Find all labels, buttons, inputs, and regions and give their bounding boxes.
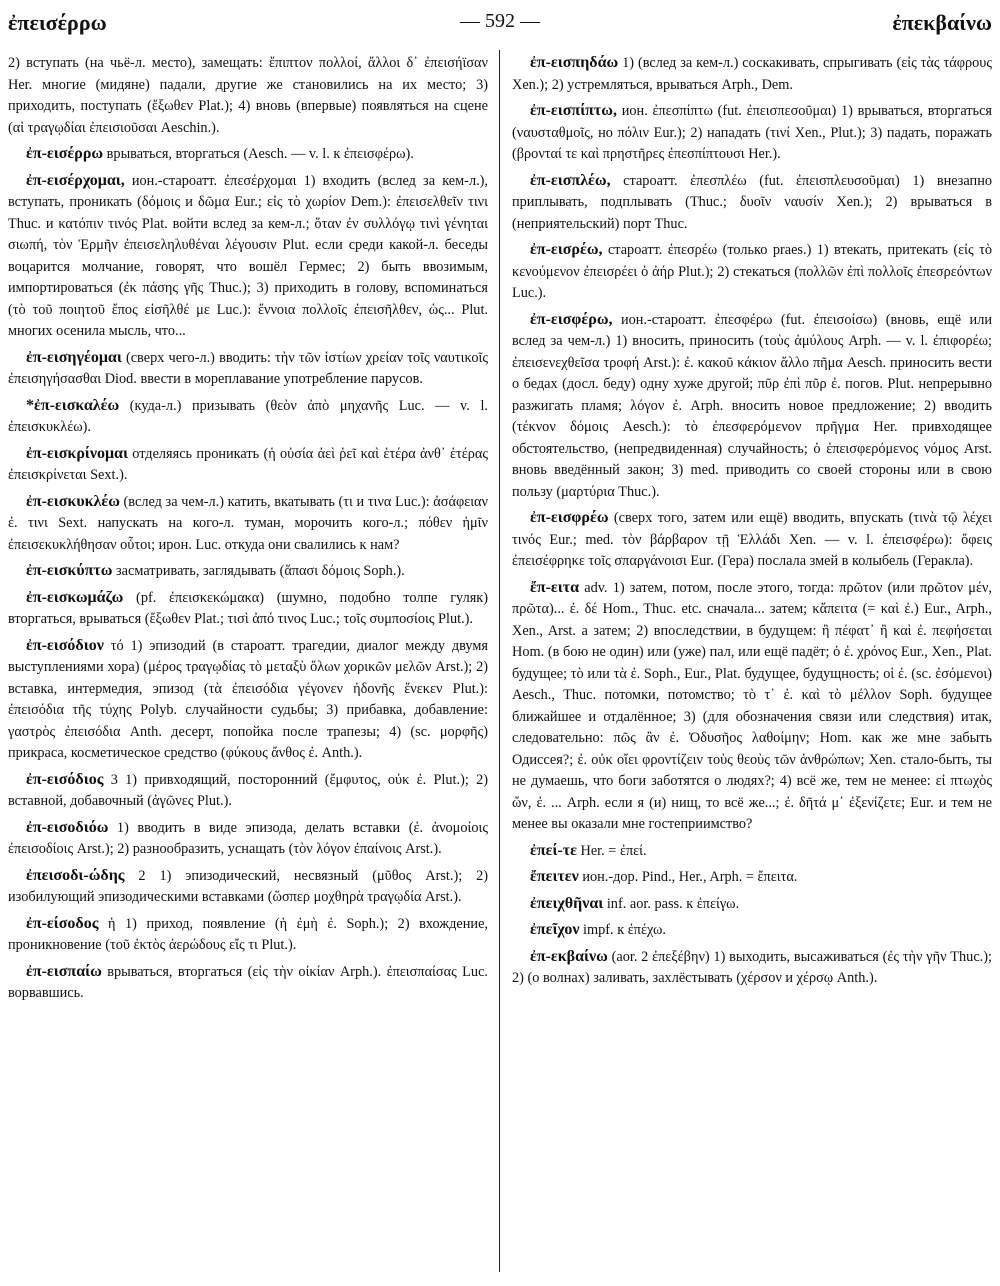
entry-definition: ион.-староатт. ἐπεσφέρω (fut. ἐπεισοίσω) (вновь, ещё или вслед за чем-л.) 1) вносить, приносить (τοὺς ἀμύλους Arph. — v. l. ἐπιφορέω; ἐπεισενεχθεῖσα τροφή Arst.): ἐ. κακοῦ κάκιον ἄλλο πῆμα Aesch. приносить вести о бедах (досл. беду) одну хуже другой; πῦρ ἐπὶ πῦρ ἐ. погов. Plut. непрерывно разжигать пламя; λόγον ἐ. Arph. вносить новое предложение; 2) вводить (τέκνον δόμοις Aesch.): τὸ ἐπεσφερόμενον πρῆγμα Her. привходящее обстоятельство, (непредвиденная) случайность; ὁ ἐπεισφερόμενος νόμος Arst. вновь введённый закон; 3) med. приводить со своей стороны или в свою пользу (μαρτύρια Thuc.). <box>512 311 992 500</box>
entry-lemma: ἐπ-εισοδιόω <box>26 818 109 836</box>
entry-definition: 1) (вслед за кем-л.) соскакивать, спрыгивать (εἰς τὰς τάφρους Xen.); 2) устремляться, врываться Arph., Dem. <box>512 55 992 93</box>
dictionary-entry <box>8 587 488 631</box>
dictionary-entry <box>8 52 488 139</box>
dictionary-entry <box>512 239 992 305</box>
entry-definition: (куда-л.) призывать (θεὸν ἀπὸ μηχανῆς Luc. — v. l. ἐπεισκυκλέω). <box>8 397 488 435</box>
entry-definition: Her. = ἐπεί. <box>576 842 647 859</box>
entry-definition: врываться, вторгаться (Aesch. — v. l. к ἐπεισφέρω). <box>103 146 414 162</box>
entry-lemma: ἐπ-εισόδιος <box>26 770 104 788</box>
dictionary-entry <box>8 491 488 557</box>
dictionary-entry <box>512 170 992 236</box>
entry-lemma: ἐπ-εισκυκλέω <box>26 492 120 510</box>
entry-lemma: ἐπ-εισπίπτω, <box>530 102 617 119</box>
dictionary-entry <box>8 395 488 439</box>
dictionary-entry <box>512 309 992 504</box>
entry-lemma: ἐπ-εκβαίνω <box>530 947 608 965</box>
entry-definition: ион.-староатт. ἐπεσέρχομαι 1) входить (вслед за кем-л.), вступать, проникать (δόμοις и δῶμα Eur.; εἰς τὸ χωρίον Dem.): ἐπεισελθεῖν τινι Thuc. и κατόπιν τινός Plat. войти вслед за кем-л.; ὅταν ἐν συλλόγῳ τινὶ γένηται σιωπή, τὸν Ἑρμῆν ἐπεισεληλυθέναι λέγουσιν Plut. если среди какой-л. беседы воцарится молчание, говорят, что вошёл Гермес; 2) быть ввозимым, импортироваться (ἐκ πάσης γῆς Thuc.); 3) приходить в голову, вспоминаться (τὸ τοῦ ποιητοῦ ἔπος εἰσῆλθέ με Luc.): ἔννοια πολλοῖς ἐπεισῆλθεν, ὡς... Plut. многих осенила мысль, что... <box>8 172 488 339</box>
entry-definition: inf. aor. pass. к ἐπείγω. <box>603 895 740 912</box>
entry-definition: староатт. ἐπεσρέω (только praes.) 1) втекать, притекать (εἰς τὸ κενούμενον ἐπεισρέει ὁ ἀήρ Plut.); 2) стекаться (πολλῶν ἐπὶ πολλοῖς ἐπεσρεόντων Luc.). <box>512 242 992 301</box>
entry-lemma: ἐπ-είσοδος <box>26 914 99 932</box>
entry-lemma: ἐπ-εισέρχομαι, <box>26 171 125 189</box>
entry-lemma: ἐπ-εισκωμάζω <box>26 588 124 606</box>
right-column <box>512 52 992 1272</box>
entry-lemma: ἐπεί-τε <box>530 841 577 859</box>
entry-definition: 3 1) привходящий, посторонний (ἔμφυτος, οὐκ ἐ. Plut.); 2) вставной, добавочный (ἀγῶνες Plut.). <box>8 771 488 809</box>
entry-lemma: ἐπ-εισπλέω, <box>530 171 611 189</box>
entry-lemma: ἐπ-εισέρρω <box>26 145 104 162</box>
dictionary-entry <box>512 577 992 836</box>
entry-lemma: *ἐπ-εισκαλέω <box>26 396 120 414</box>
page-number: — 592 — <box>460 10 540 32</box>
entry-definition: (pf. ἐπεισκεκώμακα) (шумно, подобно толпе гуляк) вторгаться, врываться (ἔξωθεν Plat.; τισὶ ἀπό τινος Luc.; τοῖς συμποσίοις Plut.). <box>8 589 488 627</box>
entry-lemma: ἔπειτεν <box>530 868 579 885</box>
dictionary-entry <box>8 560 488 583</box>
dictionary-entry <box>512 893 992 916</box>
left-running-headword: ἐπεισέρρω <box>8 10 107 35</box>
dictionary-entry <box>8 913 488 957</box>
entry-lemma: ἐπεῖχον <box>530 921 580 938</box>
entry-lemma: ἐπ-εισκρίνομαι <box>26 444 128 462</box>
dictionary-entry <box>8 769 488 813</box>
left-column <box>8 52 488 1272</box>
dictionary-entry <box>512 100 992 166</box>
entry-definition: (aor. 2 ἐπεξέβην) 1) выходить, высаживаться (ἐς τὴν γῆν Thuc.); 2) (о волнах) заливать, захлёстывать (χέρσον и χέρσῳ Anth.). <box>512 948 992 986</box>
entry-definition: (сверх чего-л.) вводить: τὴν τῶν ἱστίων χρείαν τοῖς ναυτικοῖς ἐπεισηγήσασθαι Diod. ввести в мореплавание употребление парусов. <box>8 349 488 387</box>
entry-definition: (сверх того, затем или ещё) вводить, впускать (τινὰ τῷ λέχει τινός Eur.; med. τὸν βάρβαρον τῇ Ἑλλάδι Xen. — v. l. ἐπεισφέρω): ὄφεις ἐπεισέφρηκε τοῖς σπαργάνοισι Eur. (Гера) послала змей в колыбель (Геракла). <box>512 510 992 569</box>
dictionary-entry <box>8 143 488 166</box>
dictionary-entry <box>512 919 992 942</box>
entry-lemma: ἐπ-εισόδιον <box>26 636 104 654</box>
page-header <box>8 10 992 40</box>
entry-lemma: ἐπ-εισφρέω <box>530 509 609 526</box>
entry-lemma: ἐπειχθῆναι <box>530 894 604 912</box>
dictionary-entry <box>8 865 488 909</box>
entry-lemma: ἐπ-εισφέρω, <box>530 310 613 328</box>
entry-definition: 2 1) эпизодический, несвязный (μῦθος Arst.); 2) изобилующий эпизодическими вставками (ὥσπερ μοχθηρὰ τραγῳδία Arst.). <box>8 867 488 905</box>
dictionary-entry <box>8 635 488 765</box>
entry-definition: (вслед за чем-л.) катить, вкатывать (τι и τινα Luc.): ἀσάφειαν ἐ. τινι Sext. напускать на кого-л. туман, морочить кого-л.; πόθεν ἡμῖν ἐπεισεκυκλήθησαν οὗτοι; ирон. Luc. откуда они свалились к нам? <box>8 493 488 553</box>
entry-definition: отделяясь проникать (ἡ οὐσία ἀεὶ ῥεῖ καὶ ἑτέρα ἀνθ᾽ ἑτέρας ἐπεισκρίνεται Sext.). <box>8 445 488 483</box>
entry-lemma: ἐπ-εισρέω, <box>530 241 603 258</box>
entry-definition: врываться, вторгаться (εἰς τὴν οἰκίαν Arph.). ἐπεισπαίσας Luc. ворвавшись. <box>8 963 488 1001</box>
entry-definition: 2) вступать (на чьё-л. место), замещать: ἔπιπτον πολλοί, ἄλλοι δ᾽ ἐπεισήϊσαν Her. многие (мидяне) падали, другие же становились на их место; 3) приходить, поступать (ἔξωθεν Plat.); 4) вновь (впервые) появляться на сцене (αἱ τραγῳδίαι ἐπεισιοῦσαι Aeschin.). <box>8 55 488 136</box>
right-running-headword: ἐπεκβαίνω <box>892 10 992 35</box>
entry-definition: adv. 1) затем, потом, после этого, тогда: πρῶτον (или πρῶτον μέν, πρῶτα)... ἐ. δέ Hom., Thuc. etc. сначала... затем; κἄπειτα (= καὶ ἐ.) Eur., Arph., Xen., Arst. а затем; 2) впоследствии, в будущем: ἢ πέφατ᾽ ἢ καὶ ἐ. πεφήσεται Hom. (в бою не один) или (уже) пал, или ещё падёт; ὁ ἐ. χρόνος Eur., Xen., Plat. будущее; τὸ или τὰ ἐ. Soph., Eur., Plat. будущее, будущность; οἱ ἐ. (sc. ἐσόμενοι) Aesch., Thuc. потомки, потомство; τὸ τ᾽ ἐ. καὶ τὸ μέλλον Soph. будущее ближайшее и отдалённое; 3) (для обозначения связи или следствия) итак, следовательно: πῶς ἂν ἐ. Ὀδυσῆος λαθοίμην; Hom. как же мне забыть Одиссея?; ἐ. οὐκ οἴει φροντίζειν τοὺς θεοὺς τῶν ἀνθρώπων; Xen. стало-быть, ты не думаешь, что боги заботятся о людях?; 4) всё же, тем не менее: εἰ πτωχὸς ὤν, ἐ. ... Arph. если я (и) нищ, то всё же...; ἐ. δῆτά μ᾽ ἐξενίζετε; Eur. и тем не менее вы оказали мне гостеприимство? <box>512 579 992 832</box>
entry-lemma: ἐπ-εισηγέομαι <box>26 348 122 366</box>
dictionary-entry <box>8 347 488 391</box>
entry-definition: староатт. ἐπεσπλέω (fut. ἐπεισπλευσοῦμαι) 1) внезапно приплывать, подплывать (Thuc.; δυοῖν ναυσίν Xen.); 2) врываться в (неприятельский) порт Thuc. <box>512 172 992 232</box>
entry-lemma: ἐπ-εισκύπτω <box>26 562 113 579</box>
entry-definition: impf. к ἐπέχω. <box>579 922 666 938</box>
entry-definition: ион. ἐπεσπίπτω (fut. ἐπεισπεσοῦμαι) 1) врываться, вторгаться (ναυσταθμοῖς, но πόλιν Eur.); 2) нападать (τινί Xen., Plut.); 3) падать, поражать (βρονταί τε καὶ πρηστῆρες ἐπεσπίπτουσι Her.). <box>512 103 992 162</box>
dictionary-entry <box>512 507 992 573</box>
dictionary-entry <box>512 946 992 990</box>
entry-lemma: ἐπεισοδι-ώδης <box>26 866 125 884</box>
entry-definition: ἡ 1) приход, появление (ἡ ἐμὴ ἐ. Soph.); 2) вхождение, проникновение (τοῦ ἐκτὸς ἀερώδους εἴς τι Plut.). <box>8 915 488 953</box>
dictionary-entry <box>8 817 488 861</box>
entry-definition: засматривать, заглядывать (ἅπασι δόμοις Soph.). <box>112 563 405 579</box>
dictionary-entry <box>8 443 488 487</box>
dictionary-entry <box>512 840 992 863</box>
dictionary-entry <box>8 170 488 343</box>
dictionary-entry <box>512 52 992 96</box>
column-divider <box>499 50 500 1272</box>
dictionary-entry <box>512 866 992 889</box>
dictionary-entry <box>8 961 488 1005</box>
entry-definition: ион.-дор. Pind., Her., Arph. = ἔπειτα. <box>578 869 798 885</box>
entry-lemma: ἐπ-εισπαίω <box>26 962 102 980</box>
entry-lemma: ἔπ-ειτα <box>530 578 580 596</box>
entry-definition: 1) вводить в виде эпизода, делать вставки (ἐ. ἀνομοίοις ἐπεισοδίοις Arst.); 2) разнообразить, уснащать (τὸν λόγον ἐπαίνοις Arst.). <box>8 819 488 857</box>
entry-definition: τό 1) эпизодий (в староатт. трагедии, диалог между двумя выступлениями хора) (μέρος τραγῳδίας τὸ μεταξὺ ὅλων χορικῶν μελῶν Arst.); 2) вставка, интермедия, эпизод (τὰ ἐπεισόδια γέγονεν ἡδονῆς ἕνεκεν Plut.): ἐπεισόδια τῆς τύχης Polyb. случайности судьбы; 3) прибавка, добавление: γαστρὸς ἐπεισόδια Anth. десерт, попойка после трапезы; 4) (sc. μορφῆς) прикраса, косметическое средство (φύκους ἄνθος ἐ. Anth.). <box>8 637 488 761</box>
entry-lemma: ἐπ-εισπηδάω <box>530 54 619 71</box>
